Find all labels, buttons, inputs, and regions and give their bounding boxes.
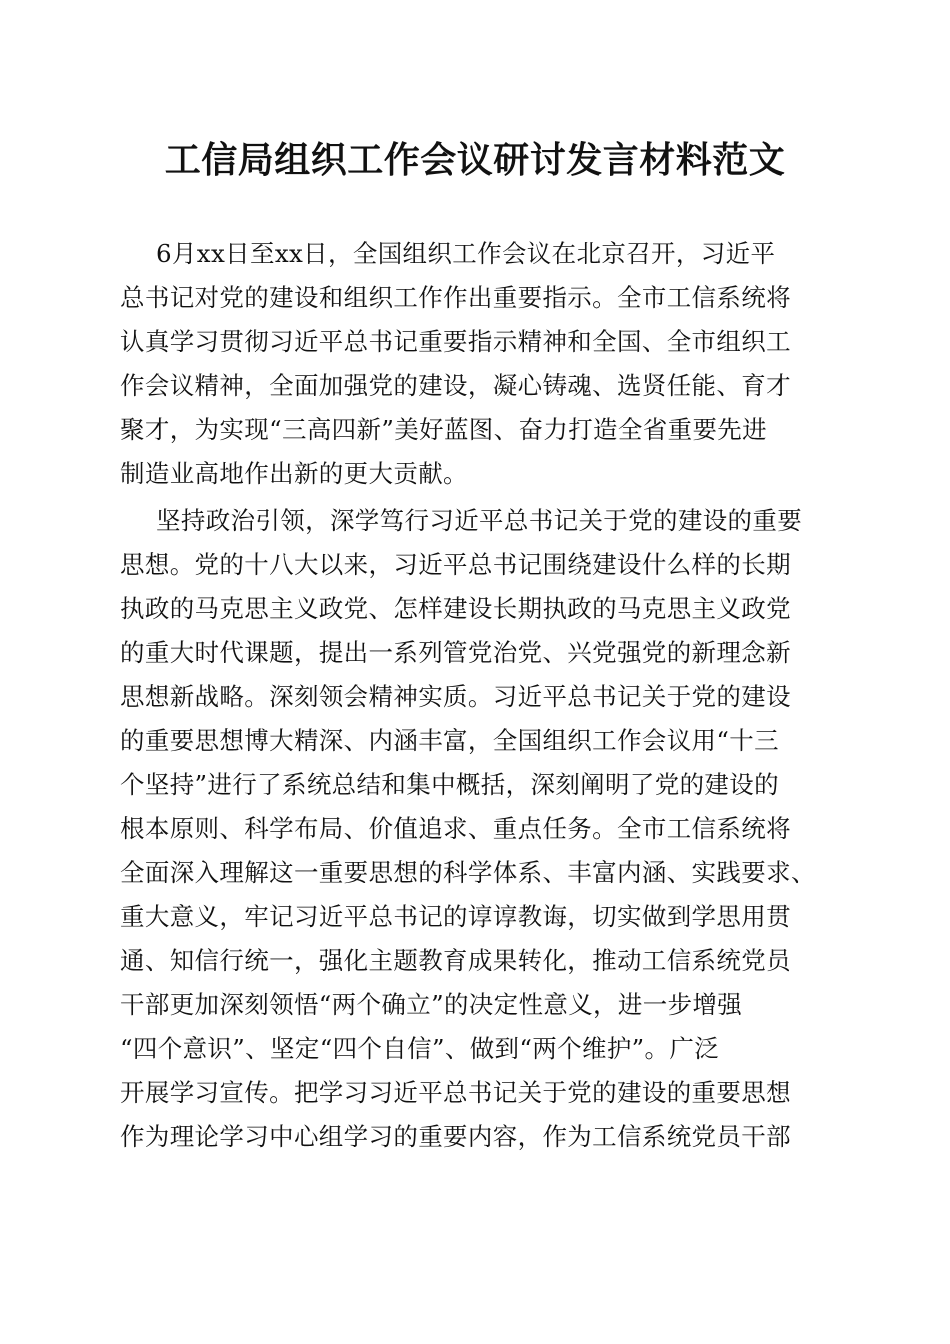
paragraph-2-line-7: 个坚持”进行了系统总结和集中概括，深刻阐明了党的建设的 bbox=[120, 770, 779, 799]
paragraph-1-line-2: 总书记对党的建设和组织工作作出重要指示。全市工信系统将 bbox=[120, 283, 791, 312]
paragraph-2-line-10: 重大意义，牢记习近平总书记的谆谆教诲，切实做到学思用贯 bbox=[120, 902, 791, 931]
paragraph-2-line-1: 坚持政治引领，深学笃行习近平总书记关于党的建设的重要 bbox=[156, 506, 803, 535]
paragraph-2-line-6: 的重要思想博大精深、内涵丰富，全国组织工作会议用“十三 bbox=[120, 726, 779, 755]
paragraph-1-line-1: 6月xx日至xx日，全国组织工作会议在北京召开，习近平 bbox=[156, 239, 776, 268]
paragraph-1-line-6: 制造业高地作出新的更大贡献。 bbox=[120, 459, 468, 488]
paragraph-2-line-9: 全面深入理解这一重要思想的科学体系、丰富内涵、实践要求、 bbox=[120, 858, 816, 887]
paragraph-2-line-14: 开展学习宣传。把学习习近平总书记关于党的建设的重要思想 bbox=[120, 1078, 791, 1107]
paragraph-2-line-2: 思想。党的十八大以来，习近平总书记围绕建设什么样的长期 bbox=[120, 550, 791, 579]
paragraph-2-line-13: “四个意识”、坚定“四个自信”、做到“两个维护”。广泛 bbox=[120, 1034, 720, 1063]
paragraph-2-line-12: 干部更加深刻领悟“两个确立”的决定性意义，进一步增强 bbox=[120, 990, 743, 1019]
document-title: 工信局组织工作会议研讨发言材料范文 bbox=[164, 139, 786, 181]
paragraph-1-line-4: 作会议精神，全面加强党的建设，凝心铸魂、选贤任能、育才 bbox=[120, 371, 791, 400]
paragraph-2-line-3: 执政的马克思主义政党、怎样建设长期执政的马克思主义政党 bbox=[120, 594, 791, 623]
paragraph-2-line-11: 通、知信行统一，强化主题教育成果转化，推动工信系统党员 bbox=[120, 946, 791, 975]
paragraph-2-line-8: 根本原则、科学布局、价值追求、重点任务。全市工信系统将 bbox=[120, 814, 791, 843]
paragraph-2-line-5: 思想新战略。深刻领会精神实质。习近平总书记关于党的建设 bbox=[120, 682, 791, 711]
paragraph-1-line-5: 聚才，为实现“三高四新”美好蓝图、奋力打造全省重要先进 bbox=[120, 415, 767, 444]
paragraph-1-line-3: 认真学习贯彻习近平总书记重要指示精神和全国、全市组织工 bbox=[120, 327, 791, 356]
paragraph-2-line-4: 的重大时代课题，提出一系列管党治党、兴党强党的新理念新 bbox=[120, 638, 791, 667]
paragraph-2-line-15: 作为理论学习中心组学习的重要内容，作为工信系统党员干部 bbox=[120, 1122, 791, 1151]
